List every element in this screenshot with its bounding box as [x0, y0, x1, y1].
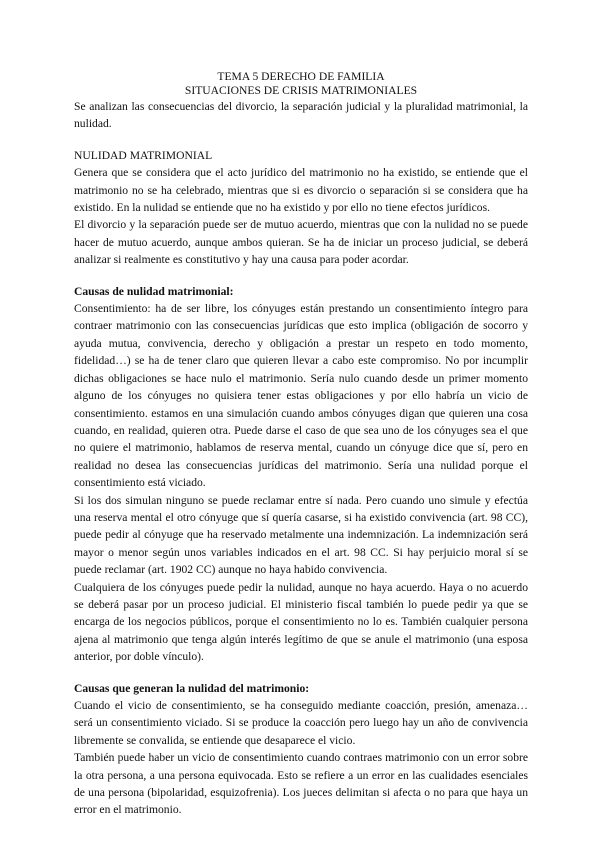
section2-paragraph: Si los dos simulan ninguno se puede reclamar entre sí nada. Pero cuando uno simule y efectúa una reserva mental el otro cónyuge que sí quería casarse, si ha existido convivencia (art. 98 CC), puede pedir al cónyuge que ha reservado metalmente una indemnización. La indemnización será mayor o menor según unos variables indicados en el art. 98 CC. Si hay perjuicio moral sí se puede reclamar (art. 1902 CC) aunque no haya habido convivencia.: [74, 493, 528, 577]
intro-paragraph: Se analizan las consecuencias del divorcio, la separación judicial y la pluralidad matrimonial, la nulidad.: [74, 100, 528, 131]
section-heading-causas-generan: Causas que generan la nulidad del matrimonio:: [74, 681, 310, 695]
section-heading-causas-nulidad: Causas de nulidad matrimonial:: [74, 284, 234, 298]
section3-paragraph: También puede haber un vicio de consentimiento cuando contraes matrimonio con un error sobre la otra persona, a una persona equivocada. Esto se refiere a un error en las cualidades esenciales de una persona (bipolaridad, esquizofrenia). Los jueces delimitan si afecta o no para que haya un error en el matrimonio.: [74, 751, 528, 817]
section2-paragraph: Cualquiera de los cónyuges puede pedir la nulidad, aunque no haya acuerdo. Haya o no acuerdo se deberá pasar por un proceso judicial. El ministerio fiscal también lo puede pedir ya que se encarga de los negocios públicos, porque el consentimiento no lo es. También cualquier persona ajena al matrimonio que tenga algún interés legítimo de que se anule el matrimonio (una esposa anterior, por doble vínculo).: [74, 580, 528, 664]
section1-paragraph: El divorcio y la separación puede ser de mutuo acuerdo, mientras que con la nulidad no se puede hacer de mutuo acuerdo, aunque ambos quieran. Se ha de iniciar un proceso judicial, se deberá analizar si realmente es constitutivo y hay una causa para poder acordar.: [74, 218, 528, 267]
section3-paragraph: Cuando el vicio de consentimiento, se ha conseguido mediante coacción, presión, amenaza… será un consentimiento viciado. Si se produce la coacción pero luego hay un año de convivencia libremente se convalida, se entiende que desaparece el vicio.: [74, 699, 528, 747]
section2-paragraph: Consentimiento: ha de ser libre, los cónyuges están prestando un consentimiento íntegro para contraer matrimonio con las consecuencias jurídicas que esto implica (obligación de socorro y ayuda mutua, convivencia, derecho y obligación a prestar un respeto en todo momento, fidelidad…) se ha de tener claro que quieren llevar a cabo este compromiso. No por incumplir dichas obligaciones se hace nulo el matrimonio. Sería nulo cuando desde un primer momento alguno de los cónyuges no quisiera tener estas obligaciones y por ello habría un vicio de consentimiento. estamos en una simulación cuando ambos cónyuges digan que quieren una cosa cuando, en realidad, quieren otra. Puede darse el caso de que sea uno de los cónyuges sea el que no quiere el matrimonio, hablamos de reserva mental, cuando un cónyuge dice que sí, pero en realidad no desea las consecuencias jurídicas del matrimonio. Sería una nulidad porque el consentimiento está viciado.: [74, 302, 528, 490]
document-title-line2: SITUACIONES DE CRISIS MATRIMONIALES: [184, 84, 418, 97]
document-title-line1: TEMA 5 DERECHO DE FAMILIA: [217, 70, 385, 83]
section-heading-nulidad: NULIDAD MATRIMONIAL: [74, 148, 213, 162]
section1-paragraph: Genera que se considera que el acto jurídico del matrimonio no ha existido, se entiende que el matrimonio no se ha celebrado, mientras que si es divorcio o separación si se considera que ha existido. En la nulidad se entiende que no ha existido y por ello no tiene efectos jurídicos.: [74, 166, 528, 215]
